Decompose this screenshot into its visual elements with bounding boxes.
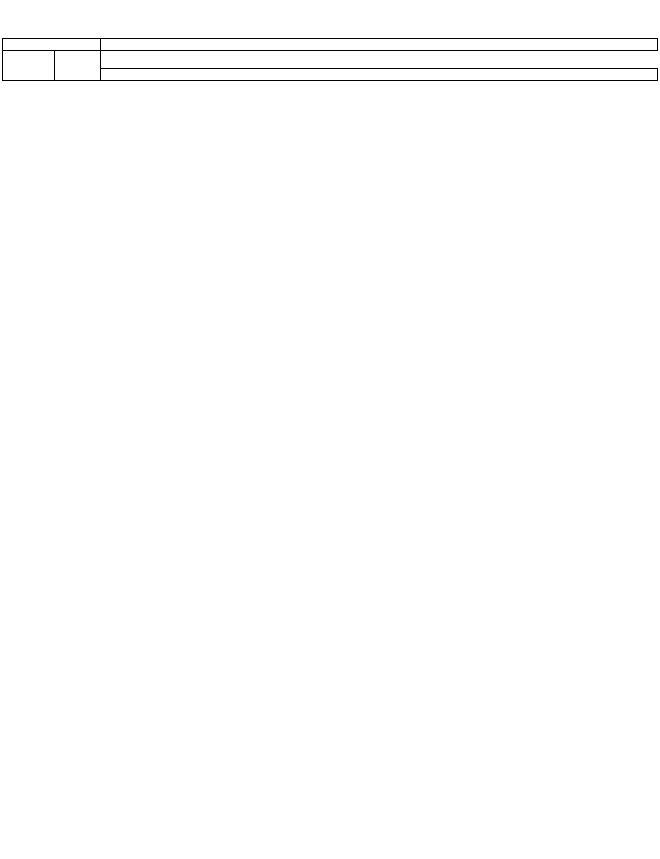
wages-header [3,39,101,51]
at-least-header [3,51,55,81]
amount-header [101,69,658,81]
withholding-table [2,38,658,81]
allowances-header [101,39,658,51]
but-less-header [55,51,101,81]
